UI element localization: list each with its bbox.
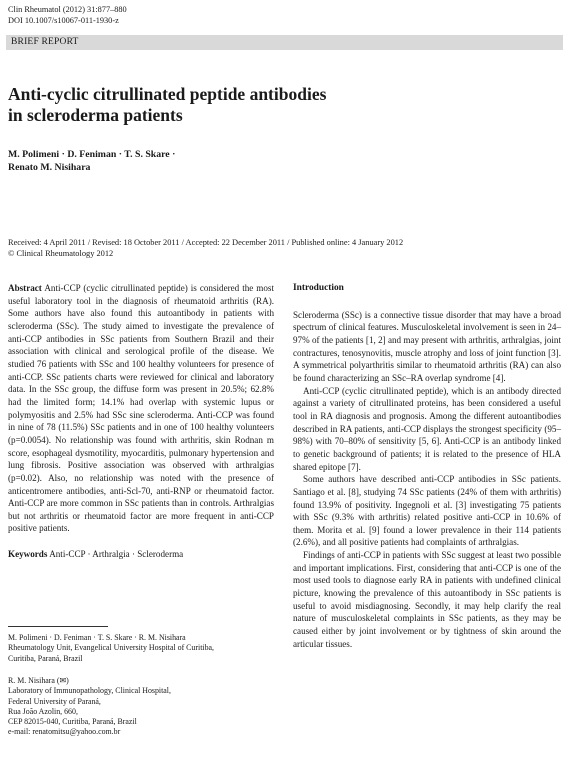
email-link[interactable]: e-mail: renatomitsu@yahoo.com.br bbox=[8, 727, 121, 737]
abstract-label: Abstract bbox=[8, 283, 42, 293]
abstract-text: Anti-CCP (cyclic citrullinated peptide) is considered the most useful laboratory tool in the diagnosis of rheumatoid arthritis (RA). Some authors have also found this autoantibody in patients with scleroderma (SSc). The study aimed to investigate the prevalence of anti-CCP antibodies in SSc patients from Southern Brazil and their association with clinical and serological profile of the disease. We studied 76 patients with SSc and 100 healthy volunteers for presence of anti-CCP. SSc patients charts were reviewed for clinical and laboratory data. In the SSc group, the diffuse form was present in 20.5%; 62.8% had the limited form; 14.1% had overlap with systemic lupus or polymyositis and 2.5% had SSc sine scleroderma. Anti-CCP was found in nine of 78 (11.5%) SSc patients and in one of 100 healthy volunteers (p=0.0054). No relationship was found with arthritis, skin Rodnan m score, esophageal dysmotility, myocarditis, pulmonary hypertension and lung fibrosis. Positive association was observed with arthralgias (p=0.02). Also, no relationship was noted with the presence of anticentromere antibodies, anti-Scl-70, anti-RNP or rheumatoid factor. Anti-CCP are more common in SSc patients than in controls. Arthralgias but not arthritis or rheumatoid factor are more frequent in anti-CCP positive patients. bbox=[8, 283, 274, 534]
publication-history bbox=[8, 237, 563, 259]
dates-line: Received: 4 April 2011 / Revised: 18 October 2011 / Accepted: 22 December 2011 / Published online: 4 January 2012 bbox=[8, 238, 404, 247]
article-type-label: BRIEF REPORT bbox=[11, 37, 79, 47]
keywords bbox=[8, 548, 274, 561]
authors-line-2: Renato M. Nisihara bbox=[8, 162, 91, 173]
affiliation2-line1: R. M. Nisihara (✉) bbox=[8, 676, 69, 685]
affiliation1-line1: M. Polimeni · D. Feniman · T. S. Skare · R. M. Nisihara bbox=[8, 633, 186, 642]
keywords-text: Anti-CCP · Arthralgia · Scleroderma bbox=[49, 549, 184, 560]
author-list bbox=[8, 148, 175, 174]
introduction-heading: Introduction bbox=[293, 283, 344, 293]
intro-paragraph-4: Findings of anti-CCP in patients with SSc suggest at least two possible and important implications. First, considering that anti-CCP is one of the most used tools to diagnose early RA in patients with undefined clinical picture, knowing the prevalence of this autoantibody in SSc patients is useful to avoid misdiagnosing. Secondly, it may help clarify the real nature of musculoskeletal complaints in SSc patients, as they may be caused either by joint involvement or by tightness of skin around the articular tissues. bbox=[293, 550, 561, 649]
intro-paragraph-1: Scleroderma (SSc) is a connective tissue disorder that may have a broad spectrum of clinical features. Musculoskeletal involvement is seen in 24–97% of the patients [1, 2] and may present with arthritis, arthralgias, joint contractures, tenosynovitis, muscle atrophy and loss of joint function [3]. A symmetrical polyarthritis similar to rheumatoid arthritis (RA) can also be found characterizing an SSc–RA overlap syndrome [4]. bbox=[293, 309, 561, 383]
copyright-line: © Clinical Rheumatology 2012 bbox=[8, 249, 114, 258]
journal-citation: Clin Rheumatol (2012) 31:877–880 bbox=[8, 5, 127, 14]
corresponding-author bbox=[8, 676, 276, 738]
affiliation2-line2: Laboratory of Immunopathology, Clinical Hospital, bbox=[8, 686, 171, 696]
title-line-1: Anti-cyclic citrullinated peptide antibodies bbox=[8, 84, 327, 104]
journal-header bbox=[8, 4, 127, 26]
authors-line-1: M. Polimeni · D. Feniman · T. S. Skare · bbox=[8, 149, 176, 160]
affiliation1-line3: Curitiba, Paraná, Brazil bbox=[8, 653, 83, 663]
article-type-bar bbox=[6, 35, 563, 50]
affiliation2-line5: CEP 82015-040, Curitiba, Paraná, Brazil bbox=[8, 717, 137, 727]
affiliation2-line4: Rua João Azolin, 660, bbox=[8, 706, 78, 716]
title-line-2: in scleroderma patients bbox=[8, 105, 183, 125]
author-affiliation bbox=[8, 633, 276, 664]
intro-paragraph-3: Some authors have described anti-CCP antibodies in SSc patients. Santiago et al. [8], studying 74 SSc patients (24% of them with arthritis) found 13.9% of positivity. Ingegnoli et al. [3] investigating 75 patients with SSc (9.3% with arthritis) related positive anti-CCP in 10.6% of them. Morita et al. [9] found a lower prevalence in their 114 patients (2.6%), and all positive patients had complaints of arthralgias. bbox=[293, 474, 561, 548]
article-title bbox=[8, 84, 428, 126]
affiliation1-line2: Rheumatology Unit, Evangelical University Hospital of Curitiba, bbox=[8, 643, 214, 653]
intro-paragraph-2: Anti-CCP (cyclic citrullinated peptide), which is an antibody directed against a variety of citrullinated proteins, has been considered a useful tool in RA diagnosis and prognosis. Among the different autoantibodies described in RA patients, anti-CCP displays the strongest specificity (95–98%) with 70–80% of sensitivity [5, 6]. Anti-CCP is an antibody linked to genetic background of patients; it is related to the presence of HLA shared epitope [7]. bbox=[293, 385, 561, 472]
right-column bbox=[293, 282, 561, 650]
footnote-divider bbox=[8, 626, 108, 627]
abstract bbox=[8, 282, 274, 535]
affiliation2-line3: Federal University of Paraná, bbox=[8, 696, 101, 706]
article-doi: DOI 10.1007/s10067-011-1930-z bbox=[8, 16, 119, 25]
left-column bbox=[8, 282, 274, 561]
keywords-label: Keywords bbox=[8, 549, 48, 560]
